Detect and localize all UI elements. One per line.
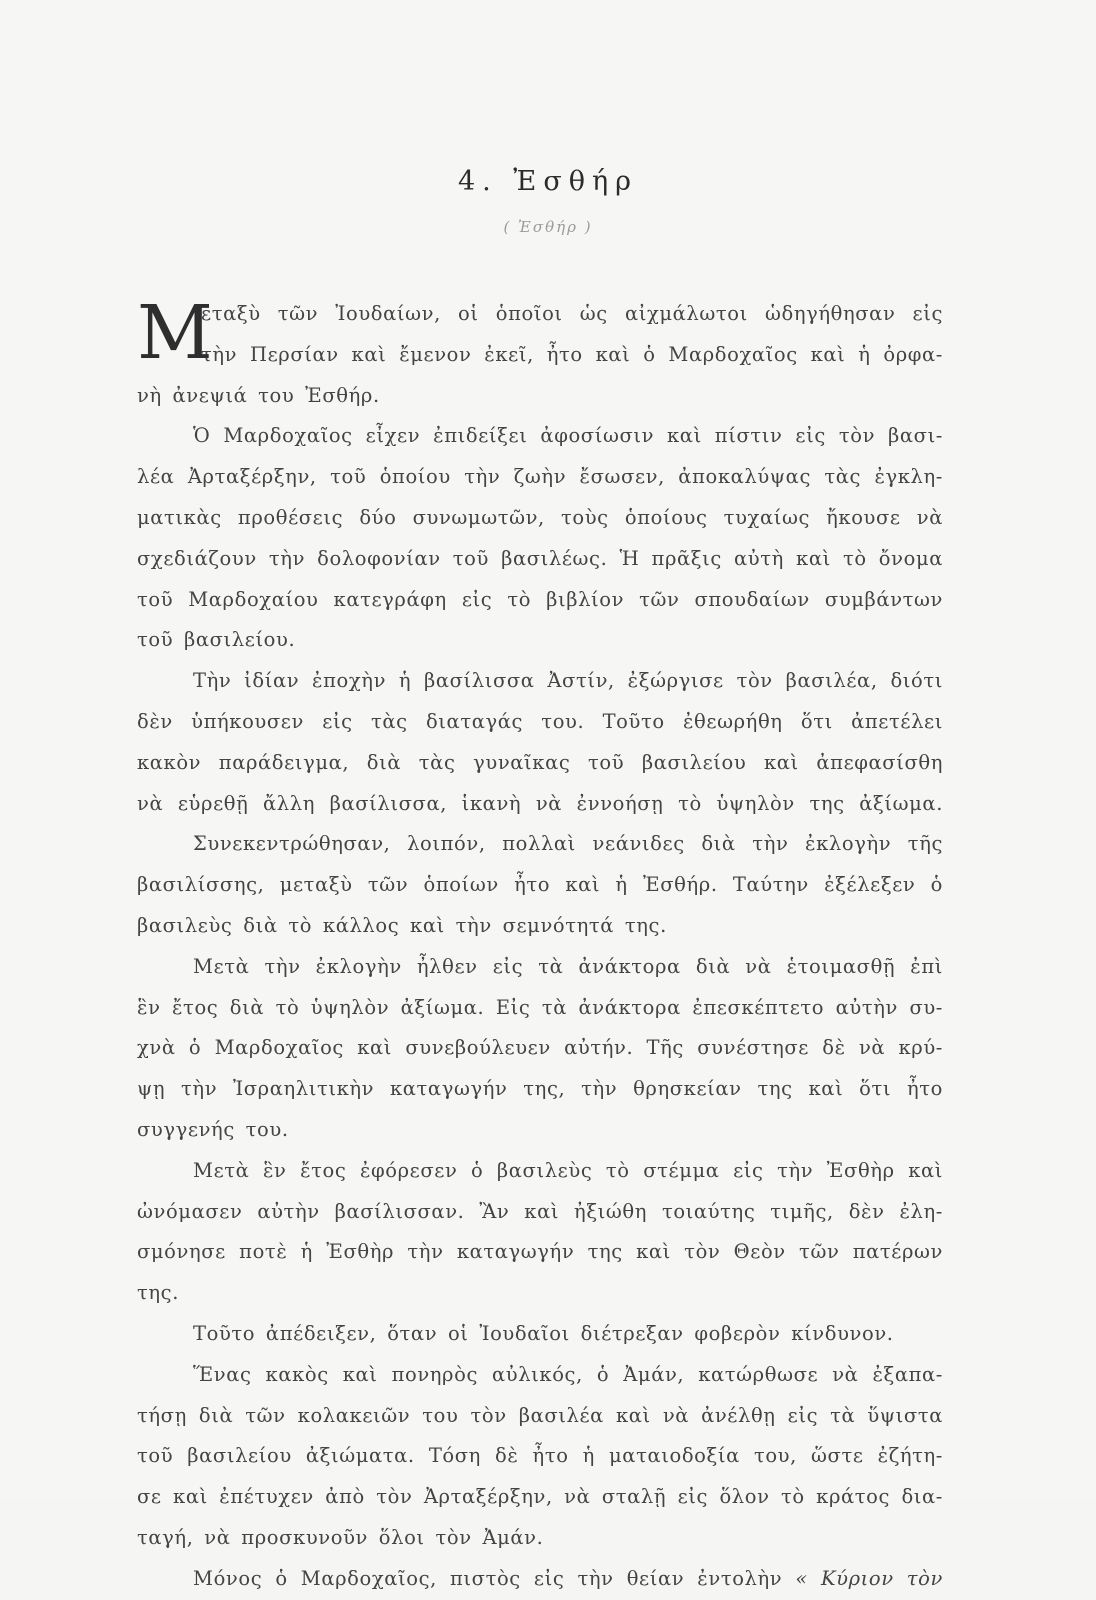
- text-line: νὰ εὑρεθῇ ἄλλη βασίλισσα, ἱκανὴ νὰ ἐννοήσῃ τὸ ὑψηλὸν της ἀξίωμα.: [137, 791, 943, 815]
- text-line: βασιλεὺς διὰ τὸ κάλλος καὶ τὴν σεμνότητά της.: [137, 913, 667, 937]
- body-text: [137, 290, 943, 1600]
- text-line: λέα Ἀρταξέρξην, τοῦ ὁποίου τὴν ζωὴν ἔσωσεν, ἀποκαλύψας τὰς ἐγκλη-: [137, 465, 943, 489]
- text-line: Τὴν ἰδίαν ἐποχὴν ἡ βασίλισσα Ἀστίν, ἐξώργισε τὸν βασιλέα, διότι: [193, 669, 943, 693]
- text-line: Ἕνας κακὸς καὶ πονηρὸς αὐλικός, ὁ Ἀμάν, κατώρθωσε νὰ ἐξαπα-: [193, 1362, 943, 1386]
- text-line: σχεδιάζουν τὴν δολοφονίαν τοῦ βασιλέως. Ἡ πρᾶξις αὐτὴ καὶ τὸ ὄνομα: [137, 546, 943, 570]
- chapter-title: 4. Ἐσθήρ: [457, 166, 639, 197]
- drop-cap: Μ: [137, 290, 213, 376]
- text-line: ψῃ τὴν Ἰσραηλιτικὴν καταγωγήν της, τὴν θρησκείαν της καὶ ὅτι ἦτο: [137, 1077, 943, 1101]
- text-line-last: [137, 1559, 943, 1600]
- text-line-main: Μόνος ὁ Μαρδοχαῖος, πιστὸς εἰς τὴν θείαν ἐντολὴν: [193, 1566, 783, 1590]
- text-line: βασιλίσσης, μεταξὺ τῶν ὁποίων ἦτο καὶ ἡ Ἐσθήρ. Ταύτην ἐξέλεξεν ὁ: [137, 873, 943, 897]
- text-line: ἓν ἔτος διὰ τὸ ὑψηλὸν ἀξίωμα. Εἰς τὰ ἀνάκτορα ἐπεσκέπτετο αὐτὴν συ-: [137, 995, 943, 1019]
- text-line: Ὁ Μαρδοχαῖος εἶχεν ἐπιδείξει ἀφοσίωσιν καὶ πίστιν εἰς τὸν βασι-: [193, 424, 943, 448]
- text-line: τήσῃ διὰ τῶν κολακειῶν του τὸν βασιλέα καὶ νὰ ἀνέλθῃ εἰς τὰ ὕψιστα: [137, 1403, 943, 1427]
- text-line: κακὸν παράδειγμα, διὰ τὰς γυναῖκας τοῦ βασιλείου καὶ ἀπεφασίσθη: [137, 750, 943, 774]
- text-line: σε καὶ ἐπέτυχεν ἀπὸ τὸν Ἀρταξέρξην, νὰ σταλῇ εἰς ὅλον τὸ κράτος δια-: [137, 1485, 943, 1509]
- text-line: εταξὺ τῶν Ἰουδαίων, οἱ ὁποῖοι ὡς αἰχμάλωτοι ὡδηγήθησαν εἰς: [201, 302, 943, 325]
- text-line: τοῦ βασιλείου.: [137, 628, 296, 652]
- text-line: χνὰ ὁ Μαρδοχαῖος καὶ συνεβούλευεν αὐτήν. Τῆς συνέστησε δὲ νὰ κρύ-: [137, 1036, 943, 1060]
- text-line: Μετὰ ἓν ἔτος ἐφόρεσεν ὁ βασιλεὺς τὸ στέμμα εἰς τὴν Ἐσθὴρ καὶ: [193, 1158, 943, 1182]
- text-line: τὴν Περσίαν καὶ ἔμενον ἐκεῖ, ἦτο καὶ ὁ Μαρδοχαῖος καὶ ἡ ὀρφα-: [201, 342, 943, 366]
- text-line: νὴ ἀνεψιά του Ἐσθήρ.: [137, 383, 380, 407]
- italic-quote: « Κύριον τὸν: [795, 1566, 943, 1590]
- text-line: της.: [137, 1281, 179, 1305]
- text-line: τοῦ Μαρδοχαίου κατεγράφη εἰς τὸ βιβλίον τῶν σπουδαίων συμβάντων: [137, 587, 943, 611]
- text-line: τοῦ βασιλείου ἀξιώματα. Τόση δὲ ἦτο ἡ ματαιοδοξία του, ὥστε ἐζήτη-: [137, 1444, 943, 1468]
- text-line: Συνεκεντρώθησαν, λοιπόν, πολλαὶ νεάνιδες διὰ τὴν ἐκλογὴν τῆς: [193, 832, 943, 856]
- text-line: δὲν ὑπήκουσεν εἰς τὰς διαταγάς του. Τοῦτο ἐθεωρήθη ὅτι ἀπετέλει: [137, 709, 943, 733]
- text-line: Μετὰ τὴν ἐκλογὴν ἦλθεν εἰς τὰ ἀνάκτορα διὰ νὰ ἑτοιμασθῇ ἐπὶ: [193, 954, 943, 978]
- text-line: Τοῦτο ἀπέδειξεν, ὅταν οἱ Ἰουδαῖοι διέτρεξαν φοβερὸν κίνδυνον.: [193, 1321, 894, 1345]
- chapter-subtitle: ( Ἐσθήρ ): [503, 218, 593, 236]
- text-line: συγγενής του.: [137, 1117, 289, 1141]
- text-line: ματικὰς προθέσεις δύο συνωμωτῶν, τοὺς ὁποίους τυχαίως ἤκουσε νὰ: [137, 505, 943, 529]
- text-line: σμόνησε ποτὲ ἡ Ἐσθὴρ τὴν καταγωγήν της καὶ τὸν Θεὸν τῶν πατέρων: [137, 1240, 943, 1264]
- text-line: ταγή, νὰ προσκυνοῦν ὅλοι τὸν Ἀμάν.: [137, 1525, 544, 1549]
- text-line: ὠνόμασεν αὐτὴν βασίλισσαν. Ἂν καὶ ἠξιώθη τοιαύτης τιμῆς, δὲν ἐλη-: [137, 1199, 943, 1223]
